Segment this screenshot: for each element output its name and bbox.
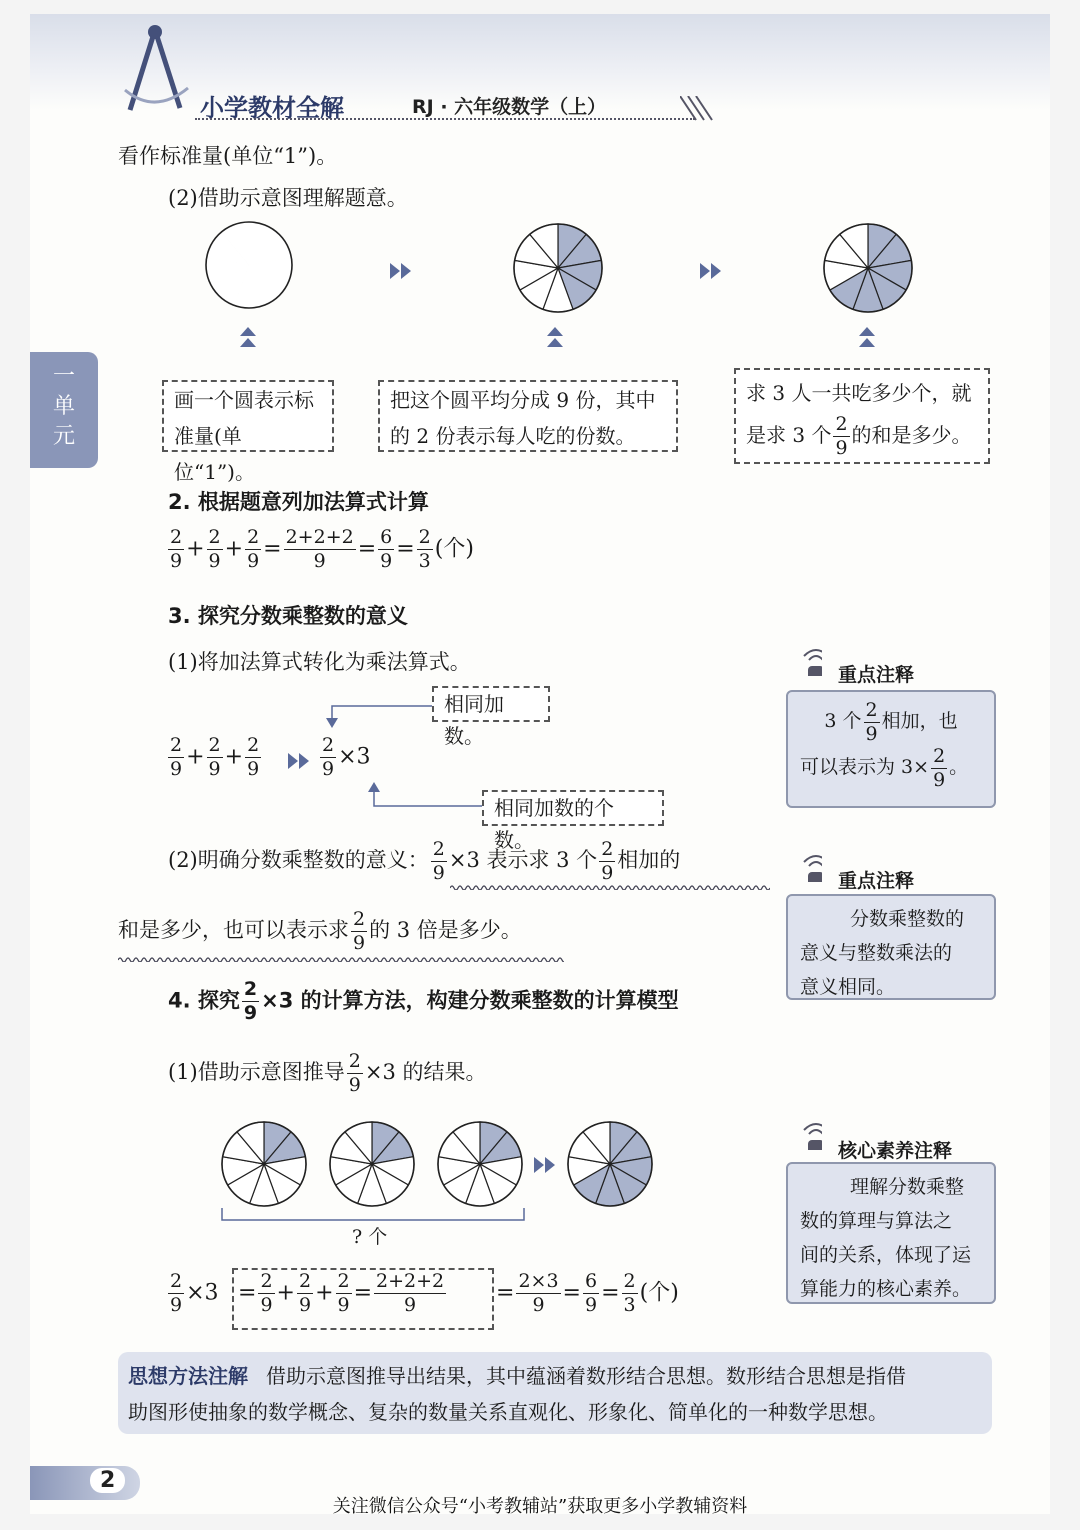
fraction-2-9: [168, 528, 184, 571]
denominator: 9: [313, 550, 326, 572]
fraction-2-9: [168, 736, 184, 779]
note-line: 间的关系，体现了运: [800, 1244, 972, 1266]
final-equation: [166, 1272, 219, 1315]
text: 和是多少，也可以表示求: [118, 918, 349, 942]
bell-icon: [800, 1120, 822, 1150]
box-line: [746, 414, 978, 458]
label-addend-count: 相同加数的个数。: [482, 790, 664, 826]
text: ×3 的计算方法，构建分数乘整数的计算模型: [261, 988, 679, 1013]
denominator: 9: [298, 1294, 312, 1316]
fraction-2-9: [931, 744, 947, 791]
fraction-2-9: [245, 528, 261, 571]
numerator: 2: [322, 734, 335, 756]
note-line: 分数乘整数的: [850, 908, 965, 930]
numerator: 2: [601, 838, 614, 860]
denominator: 3: [623, 1294, 636, 1316]
box-line: 的 2 份表示每人吃的份数。: [390, 424, 636, 448]
numerator: 2: [432, 838, 445, 860]
times-three: ×3: [338, 744, 371, 770]
denominator: 9: [835, 437, 848, 459]
unit-tab-char: 一: [52, 364, 75, 389]
denominator: 9: [260, 1294, 273, 1316]
section4-step1: [168, 1052, 486, 1095]
method-note: [118, 1352, 992, 1434]
box-line: 准量(单位“1”)。: [174, 424, 255, 484]
pie-two-ninths: [220, 1120, 308, 1208]
fraction-2-9: [864, 698, 880, 745]
numerator: 2: [208, 734, 221, 756]
denominator: 9: [170, 758, 183, 780]
book-subtitle: RJ · 六年级数学（上）: [412, 96, 607, 118]
note-line: 算能力的核心素养。: [800, 1278, 972, 1300]
fraction-2-9: [297, 1272, 313, 1315]
text: 是求 3 个: [746, 423, 832, 447]
denominator: 9: [933, 768, 946, 791]
text: 3 个: [824, 710, 862, 732]
unit-label: (个): [434, 536, 474, 562]
fraction-product: [516, 1272, 560, 1315]
footer-note: 关注微信公众号“小考教辅站”获取更多小学教辅资料: [332, 1496, 748, 1517]
numerator: 2: [247, 734, 260, 756]
note-box-3: [786, 1162, 996, 1304]
numerator: 2: [865, 698, 878, 721]
double-arrow-icon: [534, 1156, 560, 1174]
denominator: 9: [601, 862, 614, 884]
wavy-underline: [450, 884, 770, 890]
fraction-2-9: [245, 736, 261, 779]
denominator: 9: [208, 758, 221, 780]
pie-two-ninths-per-person: [512, 222, 604, 314]
page-number: 2: [90, 1468, 125, 1493]
text: 的和是多少。: [851, 423, 972, 447]
explain-box-sum: [734, 368, 990, 464]
note-box-1: [786, 690, 996, 808]
numerator: 2: [170, 734, 183, 756]
section3-heading: 3. 探究分数乘整数的意义: [168, 604, 408, 628]
fraction-sum: [374, 1272, 446, 1315]
fraction-2-9: [258, 1272, 274, 1315]
section2-heading: 2. 根据题意列加法算式计算: [168, 490, 429, 514]
wavy-underline: [118, 956, 564, 962]
numerator: 2: [208, 526, 221, 548]
numerator: 2: [170, 526, 183, 548]
double-arrow-icon: [390, 262, 416, 280]
fraction-2-9: [599, 840, 615, 883]
pie-two-ninths: [328, 1120, 416, 1208]
box-line: 求 3 人一共吃多少个，就: [746, 381, 972, 405]
denominator: 9: [584, 1294, 598, 1316]
numerator: 2×3: [518, 1270, 559, 1292]
unit-tab-char: 元: [52, 424, 75, 449]
double-up-arrow-icon: [858, 326, 876, 348]
denominator: 9: [247, 758, 260, 780]
double-arrow-icon: [700, 262, 726, 280]
numerator: 2: [243, 978, 258, 1000]
denominator: 9: [404, 1294, 417, 1316]
denominator: 9: [170, 1294, 183, 1316]
denominator: 9: [380, 550, 393, 572]
header-stripes-icon: [680, 96, 720, 122]
note-line: 理解分数乘整: [850, 1176, 965, 1198]
denominator: 9: [353, 932, 366, 954]
numerator: 2: [337, 1270, 350, 1292]
numerator: 2: [835, 413, 848, 435]
double-up-arrow-icon: [239, 326, 257, 348]
text: 4. 探究: [168, 988, 240, 1013]
fraction-2-9: [336, 1272, 352, 1315]
double-up-arrow-icon: [546, 326, 564, 348]
denominator: 9: [247, 550, 260, 572]
numerator: 2: [353, 908, 366, 930]
text: 的 3 倍是多少。: [369, 918, 522, 942]
numerator: 2: [298, 1270, 312, 1292]
fraction-2-3: [417, 528, 433, 571]
numerator: 2: [260, 1270, 273, 1292]
fraction-2-9: [833, 415, 849, 458]
final-equation-expansion: = $\frac{2}{9}$ + $\frac{2}{9}$ + $\frac{2}{9}$ = $\frac{2+2+2}{9}$: [238, 1270, 445, 1316]
numerator: 6: [584, 1270, 598, 1292]
fraction-2-3: [622, 1272, 638, 1315]
text: 借助示意图推导出结果，其中蕴涵着数形结合思想。数形结合思想是指借: [266, 1364, 906, 1388]
double-arrow-icon: [288, 752, 314, 770]
fraction-2-9: [168, 1272, 184, 1315]
note-line: 数的算理与算法之: [800, 1210, 953, 1232]
pie-six-ninths: [566, 1120, 654, 1208]
product-expression: [318, 736, 371, 779]
step2-heading: (2)借助示意图理解题意。: [168, 186, 408, 210]
fraction-sum: [284, 528, 356, 571]
denominator: 9: [348, 1074, 361, 1096]
final-equation-result: = $\frac{2\times 3}{9}$ = $\frac{6}{9}$ = $\frac{2}{3}$ (个): [496, 1270, 679, 1316]
fraction-2-9: [320, 736, 336, 779]
unit-label: (个): [639, 1280, 679, 1306]
header-rule: [195, 118, 695, 120]
times-three: ×3: [186, 1280, 219, 1306]
method-tag: 思想方法注解: [128, 1364, 248, 1388]
text: (2)明确分数乘整数的意义：: [168, 848, 429, 872]
numerator: 2: [623, 1270, 636, 1292]
numerator: 2: [418, 526, 431, 548]
denominator: 9: [243, 1002, 258, 1024]
text: 。: [949, 756, 969, 778]
text: ×3 表示求 3 个: [448, 848, 598, 872]
numerator: 2: [348, 1050, 361, 1072]
numerator: 2: [170, 1270, 183, 1292]
fraction-2-9: [242, 980, 259, 1023]
explain-box-circle: [162, 380, 334, 484]
note-line: 意义相同。: [800, 976, 896, 998]
pointer-arrow-icon: [364, 780, 494, 812]
fraction-6-9: [583, 1272, 599, 1315]
box-line: 把这个圆平均分成 9 份，其中: [390, 388, 656, 412]
book-title: 小学教材全解: [200, 94, 344, 122]
denominator: 9: [322, 758, 335, 780]
addition-equation: $\frac{2}{9}$ + $\frac{2}{9}$ + $\frac{2}{9}$ = $\frac{2+2+2}{9}$ = $\frac{6}{9}$ = $\frac{2}{3}$ (个): [170, 526, 474, 572]
pie-whole: [204, 220, 294, 310]
fraction-2-9: [207, 736, 223, 779]
denominator: 3: [418, 550, 431, 572]
denominator: 9: [208, 550, 221, 572]
fraction-6-9: [378, 528, 394, 571]
text: ×3 的结果。: [364, 1060, 487, 1084]
denominator: 9: [865, 722, 878, 745]
conversion-equation: $\frac{2}{9}$ + $\frac{2}{9}$ + $\frac{2}{9}$: [170, 734, 260, 780]
method-line: [128, 1358, 982, 1394]
text: 可以表示为 3×: [800, 756, 930, 778]
fraction-2-9: [207, 528, 223, 571]
compass-icon: [110, 20, 200, 115]
text: (1)借助示意图推导: [168, 1060, 345, 1084]
text: 相加的: [617, 848, 681, 872]
note-line: [800, 744, 982, 790]
method-line: 助图形使抽象的数学概念、复杂的数量关系直观化、形象化、简单化的一种数学思想。: [128, 1400, 888, 1424]
note-title: 重点注释: [838, 664, 915, 686]
note-title: 重点注释: [838, 870, 915, 892]
note-line: 意义与整数乘法的: [800, 942, 953, 964]
fraction-2-9: [347, 1052, 363, 1095]
note-title: 核心素养注释: [838, 1140, 953, 1162]
section4-heading: [168, 980, 679, 1023]
numerator: 6: [380, 526, 393, 548]
fraction-2-9: [351, 910, 367, 953]
meaning-line-1: [168, 840, 680, 883]
bell-icon: [800, 852, 822, 882]
denominator: 9: [432, 862, 445, 884]
pie-six-ninths-total: [822, 222, 914, 314]
unit-tab-char: 单: [52, 394, 75, 419]
denominator: 9: [337, 1294, 350, 1316]
pointer-arrow-icon: [320, 700, 440, 730]
numerator: 2: [247, 526, 260, 548]
box-line: 画一个圆表示标: [174, 388, 314, 412]
bell-icon: [800, 646, 822, 676]
numerator: 2: [933, 744, 946, 767]
unit-tab: [30, 352, 98, 468]
intro-line: 看作标准量(单位“1”)。: [118, 144, 338, 168]
fraction-2-9: [431, 840, 447, 883]
note-line: [800, 698, 982, 744]
pie-two-ninths: [436, 1120, 524, 1208]
label-same-addend: 相同加数。: [432, 686, 550, 722]
note-box-2: [786, 894, 996, 1000]
explain-box-divide: [378, 380, 678, 452]
numerator: 2+2+2: [285, 526, 354, 548]
denominator: 9: [532, 1294, 545, 1316]
brace-label: ? 个: [352, 1226, 388, 1248]
denominator: 9: [170, 550, 183, 572]
section3-step1: (1)将加法算式转化为乘法算式。: [168, 650, 471, 674]
numerator: 2+2+2: [376, 1270, 445, 1292]
text: 相加，也: [881, 710, 958, 732]
meaning-line-2: [118, 910, 522, 953]
